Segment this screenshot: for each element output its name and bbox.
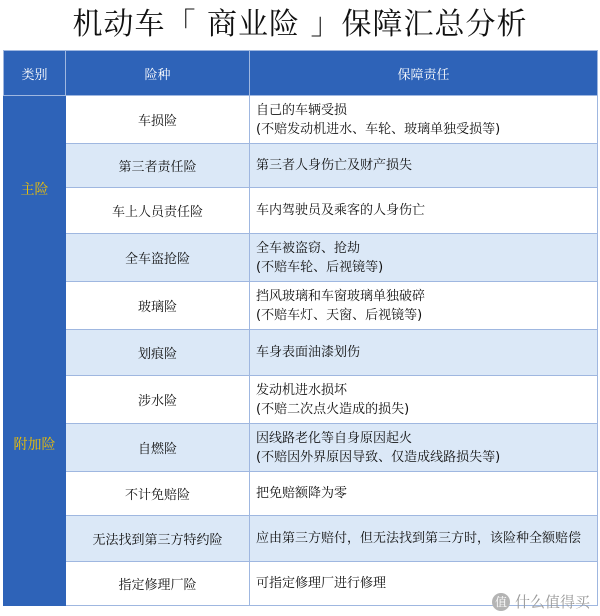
coverage-text — [250, 472, 598, 516]
header-coverage: 保障责任 — [250, 51, 598, 96]
table-row — [4, 376, 598, 424]
insurance-name: 车上人员责任险 — [66, 188, 250, 234]
coverage-text — [250, 234, 598, 282]
insurance-name: 指定修理厂险 — [66, 562, 250, 606]
table-row — [4, 516, 598, 562]
table-row — [4, 424, 598, 472]
category-main: 主险 — [4, 96, 66, 282]
coverage-text — [250, 96, 598, 144]
coverage-line: 挡风玻璃和车窗玻璃单独破碎 — [256, 288, 426, 304]
insurance-name: 涉水险 — [66, 376, 250, 424]
coverage-note: (不赔发动机进水、车轮、玻璃单独受损等) — [256, 121, 501, 137]
header-insurance: 险种 — [66, 51, 250, 96]
insurance-name: 划痕险 — [66, 330, 250, 376]
coverage-note: (不赔车灯、天窗、后视镜等) — [256, 307, 423, 323]
watermark-text: 什么值得买 — [514, 593, 590, 611]
coverage-text — [250, 330, 598, 376]
coverage-text — [250, 376, 598, 424]
coverage-line: 车内驾驶员及乘客的人身伤亡 — [256, 203, 426, 218]
page-title: 机动车「 商业险 」保障汇总分析 — [72, 7, 528, 42]
coverage-text — [250, 516, 598, 562]
coverage-line: 因线路老化等自身原因起火 — [256, 430, 413, 446]
coverage-line: 全车被盗窃、抢劫 — [256, 240, 361, 256]
insurance-name: 无法找到第三方特约险 — [66, 516, 250, 562]
coverage-line: 应由第三方赔付，但无法找到第三方时，该险种全额赔偿 — [256, 531, 582, 546]
insurance-name: 车损险 — [66, 96, 250, 144]
coverage-note: (不赔车轮、后视镜等) — [256, 259, 384, 275]
coverage-line: 车身表面油漆划伤 — [256, 345, 361, 360]
table-row — [4, 330, 598, 376]
table-row — [4, 188, 598, 234]
coverage-note: (不赔因外界原因导致、仅造成线路损失等) — [256, 449, 501, 465]
smzdm-logo-icon: 值 — [492, 593, 510, 611]
table-row — [4, 234, 598, 282]
insurance-name: 第三者责任险 — [66, 144, 250, 188]
coverage-text — [250, 188, 598, 234]
coverage-line: 第三者人身伤亡及财产损失 — [256, 158, 413, 173]
coverage-line: 自己的车辆受损 — [256, 102, 348, 118]
coverage-text — [250, 282, 598, 330]
coverage-line: 可指定修理厂进行修理 — [256, 576, 387, 591]
watermark — [492, 591, 590, 612]
insurance-name: 玻璃险 — [66, 282, 250, 330]
insurance-name: 自燃险 — [66, 424, 250, 472]
coverage-text — [250, 144, 598, 188]
insurance-name: 不计免赔险 — [66, 472, 250, 516]
coverage-text — [250, 424, 598, 472]
table-row — [4, 96, 598, 144]
coverage-note: (不赔二次点火造成的损失) — [256, 401, 410, 417]
insurance-name: 全车盗抢险 — [66, 234, 250, 282]
table-row — [4, 282, 598, 330]
insurance-table — [3, 50, 598, 606]
coverage-line: 把免赔额降为零 — [256, 486, 348, 501]
category-addon: 附加险 — [4, 282, 66, 606]
table-header-row — [4, 51, 598, 96]
header-category: 类别 — [4, 51, 66, 96]
table-row — [4, 472, 598, 516]
coverage-line: 发动机进水损坏 — [256, 382, 348, 398]
table-row — [4, 144, 598, 188]
